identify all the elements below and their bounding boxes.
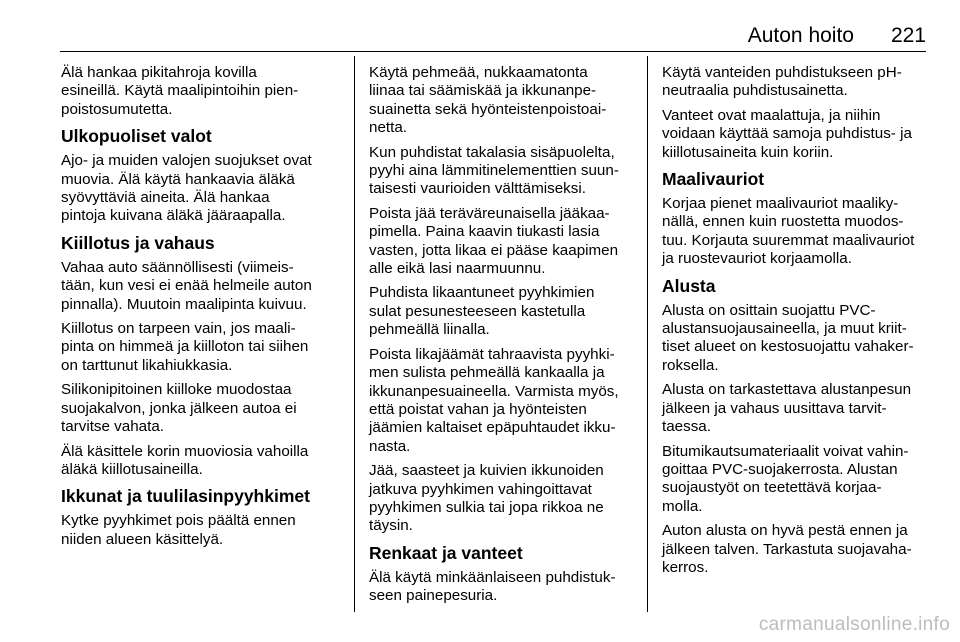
- paragraph: Korjaa pienet maalivauriot maaliky- nällä, ennen kuin ruostetta muodos- tuu. Korjauta suuremmat maalivauriot ja ruostevauriot korjaamolla.: [662, 195, 915, 268]
- text-column-1: [61, 64, 351, 555]
- section-heading: Kiillotus ja vahaus: [61, 232, 215, 253]
- paragraph: Käytä vanteiden puhdistukseen pH- neutraalia puhdistusainetta.: [662, 64, 902, 100]
- paragraph: Bitumikautsumateriaalit voivat vahin- goittaa PVC-suojakerrosta. Alustan suojaustyöt on teetettävä korjaa- molla.: [662, 442, 909, 515]
- paragraph: Älä hankaa pikitahroja kovilla esineillä. Käytä maalipintoihin pien- poistosumutetta.: [61, 64, 299, 118]
- paragraph: Älä käsittele korin muoviosia vahoilla äläkä kiillotusaineilla.: [61, 442, 309, 478]
- text-column-2: [369, 64, 634, 612]
- paragraph: Poista jää teräväreunaisella jääkaa- pimella. Paina kaavin tiukasti lasia vasten, jotta likaa ei pääse kaapimen alle eikä lasi naarmuunnu.: [369, 204, 619, 278]
- section-heading: Ikkunat ja tuulilasinpyyhkimet: [61, 486, 310, 507]
- running-title: Auton hoito: [747, 24, 854, 47]
- paragraph: Jää, saasteet ja kuivien ikkunoiden jatkuva pyyhkimen vahingoittavat pyyhkimen sulkia tai jopa rikkoa ne täysin.: [369, 462, 604, 535]
- text-column-3: [662, 64, 929, 583]
- paragraph: Vahaa auto säännöllisesti (viimeis- tään, kun vesi ei enää helmeile auton pinnalla). Muutoin maalipinta kuivuu.: [61, 258, 312, 313]
- paragraph: Älä käytä minkäänlaiseen puhdistuk- seen painepesuria.: [369, 568, 616, 605]
- paragraph: Silikonipitoinen kiilloke muodostaa suojakalvon, jonka jälkeen autoa ei tarvitse vahata.: [61, 381, 297, 436]
- paragraph: Kytke pyyhkimet pois päältä ennen niiden alueen käsittelyä.: [61, 512, 296, 548]
- section-heading: Renkaat ja vanteet: [369, 542, 523, 563]
- column-divider: [354, 56, 355, 612]
- paragraph: Puhdista likaantuneet pyyhkimien sulat pesunesteeseen kastetulla pehmeällä liinalla.: [369, 284, 595, 339]
- paragraph: Kun puhdistat takalasia sisäpuolelta, pyyhi aina lämmitinelementtien suun- taisesti vaurioiden välttämiseksi.: [369, 143, 619, 198]
- paragraph: Auton alusta on hyvä pestä ennen ja jälkeen talven. Tarkastuta suojavaha- kerros.: [662, 522, 912, 576]
- page-header: [60, 18, 926, 52]
- paragraph: Vanteet ovat maalattuja, ja niihin voidaan käyttää samoja puhdistus- ja kiillotusaineita kuin koriin.: [662, 106, 912, 161]
- watermark: carmanualsonline.info: [758, 614, 950, 635]
- section-heading: Ulkopuoliset valot: [61, 126, 212, 147]
- paragraph: Poista likajäämät tahraavista pyyhki- men sulista pehmeällä kankaalla ja ikkunanpesuaineella. Varmista myös, että poistat vahan ja hyönteisten jäämien kaltaiset epäpuhtaudet ikku- nasta.: [369, 345, 619, 455]
- header-rule: [60, 51, 926, 52]
- paragraph: Alusta on tarkastettava alustanpesun jälkeen ja vahaus uusittava tarvit- taessa.: [662, 381, 912, 436]
- paragraph: Alusta on osittain suojattu PVC- alustansuojausaineella, ja muut kriit- tiset alueet on kestosuojattu vahaker- roksella.: [662, 301, 914, 374]
- paragraph: Ajo- ja muiden valojen suojukset ovat muovia. Älä käytä hankaavia äläkä syövyttäviä aineita. Älä hankaa pintoja kuivana äläkä jääraapalla.: [61, 152, 312, 225]
- section-heading: Alusta: [662, 275, 716, 296]
- page-number: 221: [890, 24, 926, 47]
- paragraph: Käytä pehmeää, nukkaamatonta liinaa tai säämiskää ja ikkunanpe- suainetta sekä hyönteistenpoistoai- netta.: [369, 64, 607, 137]
- section-heading: Maalivauriot: [662, 169, 765, 190]
- paragraph: Kiillotus on tarpeen vain, jos maali- pinta on himmeä ja kiilloton tai siihen on tarttunut likahiukkasia.: [61, 320, 309, 374]
- column-divider: [647, 56, 648, 612]
